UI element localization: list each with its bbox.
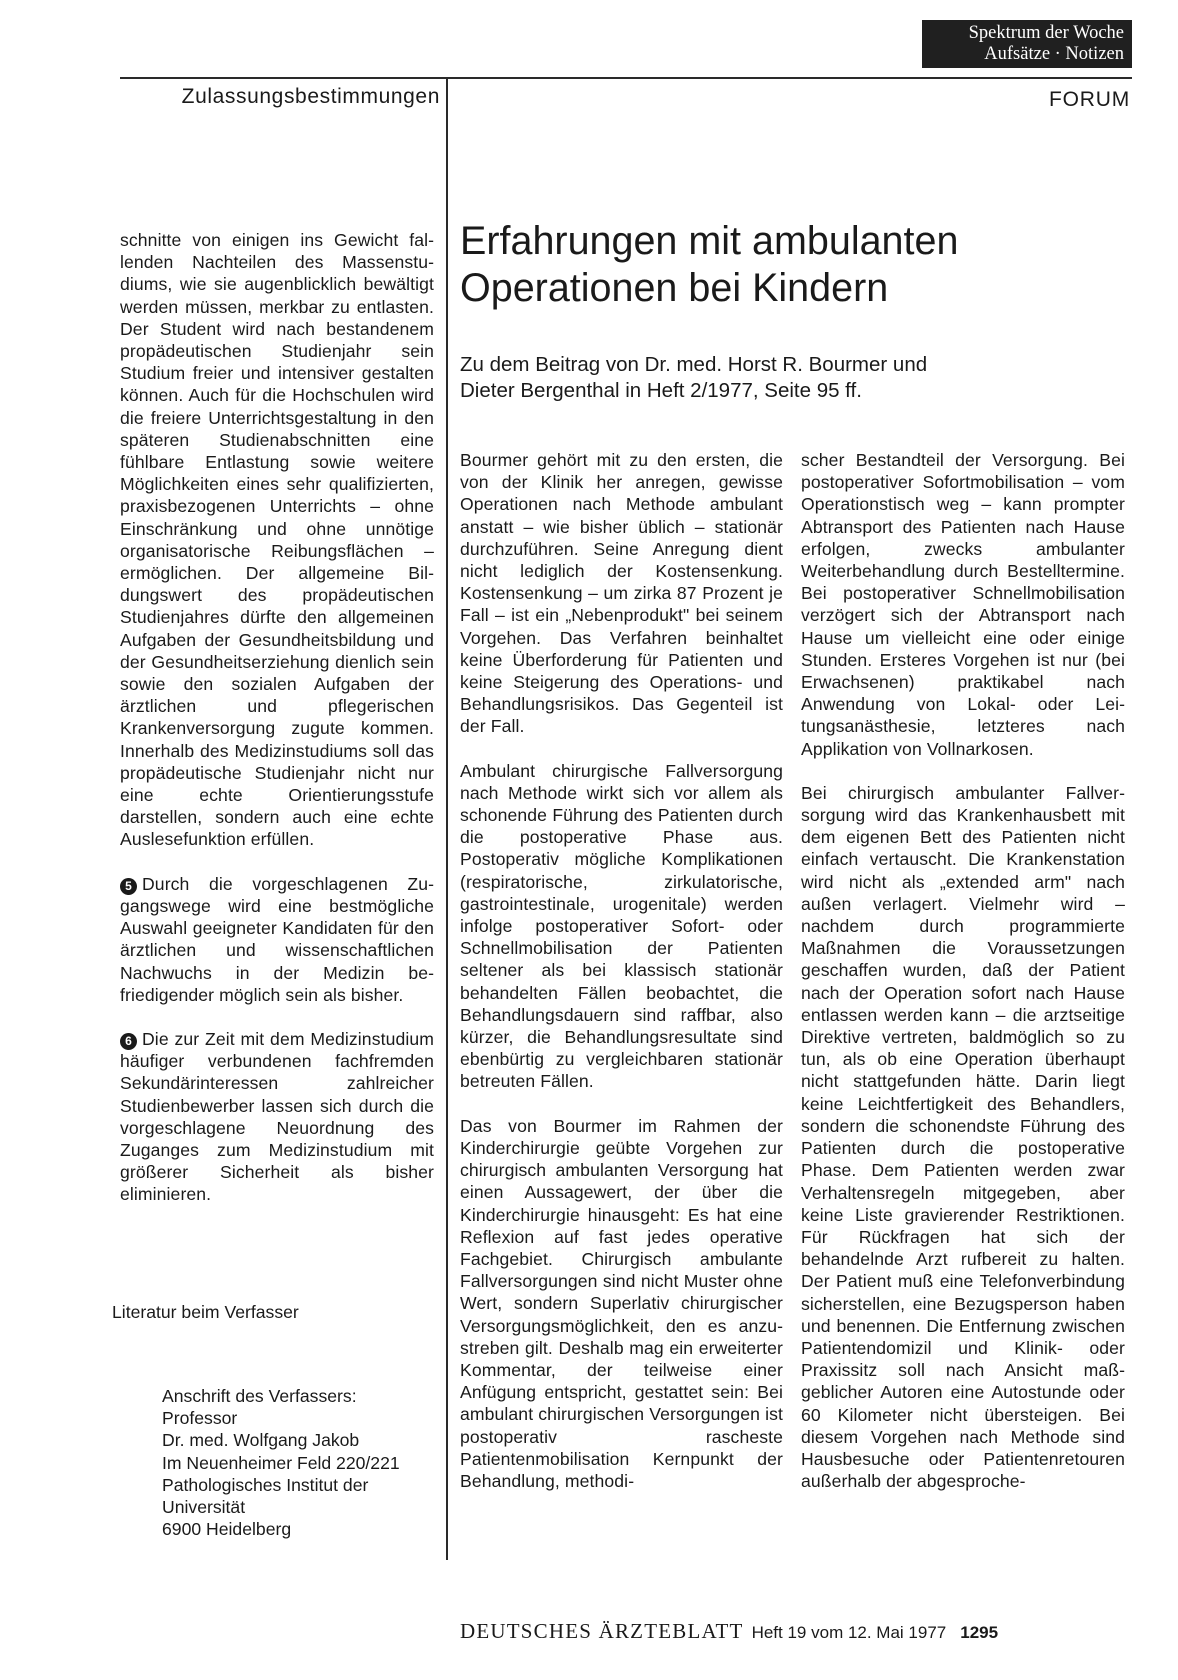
middle-paragraph-2: Ambulant chirurgische Fallversorgung nach Methode wirkt sich vor allem als schonende Führung des Patienten durch die postoperative Phase aus. Postoperativ mögliche Komplikationen (respiratorische, zirkulatorische, gastrointestinale, urogenitale) werden infolge postoperativer Sofort- oder Schnellmobilisation der Patienten seltener als bei klassisch stationär behandelten Fällen beobachtet, die Behandlungsdauern sind raffbar, also kürzer, die Behandlungsresultate sind ebenbürtig zu vergleichbaren stationär betreuten Fällen.	[460, 760, 783, 1092]
section-heading-right: FORUM	[1049, 88, 1130, 111]
middle-paragraph-1: Bourmer gehört mit zu den ersten, die von der Klinik her anregen, gewisse Operationen nach Methode ambulant anstatt – wie bisher üblich – stationär durchzuführen. Seine Anregung dient nicht lediglich der Kostensenkung. Kostensenkung – um zirka 87 Prozent je Fall – ist ein „Nebenprodukt" bei seinem Vorgehen. Das Verfahren beinhaltet keine Überforderung für Patienten und keine Steigerung des Operations- und Behandlungsrisikos. Das Gegenteil ist der Fall.	[460, 450, 783, 737]
section-badge	[922, 20, 1132, 68]
middle-paragraph-3: Das von Bourmer im Rahmen der Kinderchirurgie geübte Vorgehen zur chirurgisch ambulanten Versorgung hat einen Aussagewert, der über die Kinderchirurgie hinausgeht: Es hat eine Reflexion auf fast jedes operative Fachgebiet. Chirurgisch ambulante Fallversorgungen sind nicht Muster ohne Wert, sondern Superlativ chirurgischer Versorgungsmöglichkeit, den es anzustreben gilt. Deshalb mag ein erweiterter Kommentar, der teilweise einer Anfügung entspricht, gestattet sein: Bei ambulant chirurgischen Versorgungen ist postoperativ rascheste Patientenmobilisation Kernpunkt der Behandlung, methodi-	[460, 1115, 783, 1491]
right-column	[801, 449, 1125, 1492]
page-number: 1295	[960, 1623, 999, 1642]
numbered-bullet-icon: 5	[120, 878, 137, 895]
address-line: Dr. med. Wolfgang Jakob	[162, 1430, 360, 1451]
right-paragraph-2: Bei chirurgisch ambulanter Fallversorgung wird das Krankenhausbett mit dem eigenen Bett des Patienten nicht einfach vertauscht. Die Krankenstation wird nicht als „extended arm" nach außen verlagert. Vielmehr wird – nachdem durch programmierte Maßnahmen die Voraussetzungen geschaffen wurden, daß der Patient nach der Operation sofort nach Hause entlassen werden kann – die arztseitige Direktive vertreten, baldmöglich so zu tun, als ob eine Operation überhaupt nicht stattgefunden hätte. Darin liegt keine Leichtfertigkeit des Behandlers, sondern die schonendste Führung des Patienten durch die postoperative Phase. Dem Patienten werden zwar Verhaltensregeln mitgegeben, aber keine Liste gravierender Restriktionen. Für Rückfragen hat sich der behandelnde Arzt rufbereit zu halten. Der Patient muß eine Telefonverbindung sicherstellen, eine Bezugsperson haben und benennen. Die Entfernung zwischen Patientendomizil und Klinik- oder Praxissitz soll nach Ansicht maßgeblicher Autoren eine Autostunde oder 60 Kilometer nicht übersteigen. Bei diesem Vorgehen nach Methode sind Hausbesuche oder Patientenretouren außerhalb der abgesproche-	[801, 782, 1125, 1492]
left-paragraph-3-text: Die zur Zeit mit dem Medizinstudium häufiger verbundenen fachfremden Sekundärinteressen zahlreicher Studienbewerber lassen sich durch die vorgeschlagene Neuordnung des Zuganges zum Medizinstudium mit größerer Sicherheit als bisher eliminieren.	[120, 1028, 434, 1205]
left-paragraph-2	[120, 873, 434, 1006]
header-rule	[120, 77, 1132, 79]
left-paragraph-1: schnitte von einigen ins Gewicht fallenden Nachteilen des Massenstudiums, wie sie augenblicklich bewältigt werden müssen, merkbar zu entlasten. Der Student wird nach bestandenem propädeutischen Studienjahr sein Studium freier und intensiver gestalten können. Auch für die Hochschulen wird die freiere Unterrichtsgestaltung in den späteren Studienabschnitten eine fühlbare Entlastung sowie weitere Möglichkeiten eines sehr qualifizierten, praxisbezogenen Unterrichts – ohne Einschränkung und ohne unnötige organisatorische Reibungsflächen – ermöglichen. Der allgemeine Bildungswert des propädeutischen Studienjahres dürfte den allgemeinen Aufgaben der Gesundheitsbildung und der Gesundheitserziehung dienlich sein sowie den sozialen Aufgaben der ärztlichen und pflegerischen Krankenversorgung zugute kommen. Innerhalb des Medizinstudiums soll das propädeutische Studienjahr nicht nur eine echte Orientierungsstufe darstellen, sondern auch eine echte Auslesefunktion erfüllen.	[120, 230, 434, 850]
badge-line-1: Spektrum der Woche	[968, 23, 1124, 43]
address-line: Pathologisches Institut der	[162, 1474, 369, 1495]
article-subtitle-line-2: Dieter Bergenthal in Heft 2/1977, Seite 95 ff.	[460, 378, 862, 402]
address-line: Universität	[162, 1497, 246, 1518]
left-paragraph-2-text: Durch die vorgeschlagenen Zugangswege wird eine bestmögliche Auswahl geeigneter Kandidaten für den ärztlichen und wissenschaftlichen Nachwuchs in der Medizin befriedigender möglich sein als bisher.	[120, 873, 434, 1005]
section-heading-left: Zulassungsbestimmungen	[181, 85, 440, 108]
publication-name: DEUTSCHES ÄRZTEBLATT	[460, 1619, 744, 1643]
article-title	[460, 218, 1120, 312]
literature-note: Literatur beim Verfasser	[112, 1302, 299, 1322]
address-line: Anschrift des Verfassers:	[162, 1386, 357, 1406]
article-subtitle	[460, 352, 1120, 403]
article-title-line-1: Erfahrungen mit ambulanten	[460, 219, 959, 263]
article-subtitle-line-1: Zu dem Beitrag von Dr. med. Horst R. Bourmer und	[460, 353, 928, 376]
address-line: Im Neuenheimer Feld 220/221	[162, 1452, 400, 1473]
column-divider	[446, 77, 448, 1560]
numbered-bullet-icon: 6	[120, 1033, 137, 1050]
address-line: Professor	[162, 1408, 238, 1429]
left-paragraph-3	[120, 1028, 434, 1206]
right-paragraph-1: scher Bestandteil der Versorgung. Bei postoperativer Sofortmobilisation – vom Operationstisch weg – kann prompter Abtransport des Patienten nach Hause erfolgen, zwecks ambulanter Weiterbehandlung durch Bestelltermine. Bei postoperativer Schnellmobilisation verzögert sich der Abtransport nach Hause um vielleicht eine oder einige Stunden. Ersteres Vorgehen ist nur (bei Erwachsenen) praktikabel nach Anwendung von Lokal- oder Leitungsanästhesie, letzteres nach Applikation von Vollnarkosen.	[801, 450, 1125, 759]
middle-column	[460, 449, 783, 1492]
page-footer	[460, 1619, 1130, 1644]
issue-info: Heft 19 vom 12. Mai 1977	[751, 1623, 947, 1642]
article-title-line-2: Operationen bei Kindern	[460, 266, 889, 310]
badge-line-2: Aufsätze · Notizen	[984, 44, 1124, 64]
address-line: 6900 Heidelberg	[162, 1519, 292, 1540]
left-column	[120, 229, 434, 1206]
author-address	[162, 1385, 400, 1540]
